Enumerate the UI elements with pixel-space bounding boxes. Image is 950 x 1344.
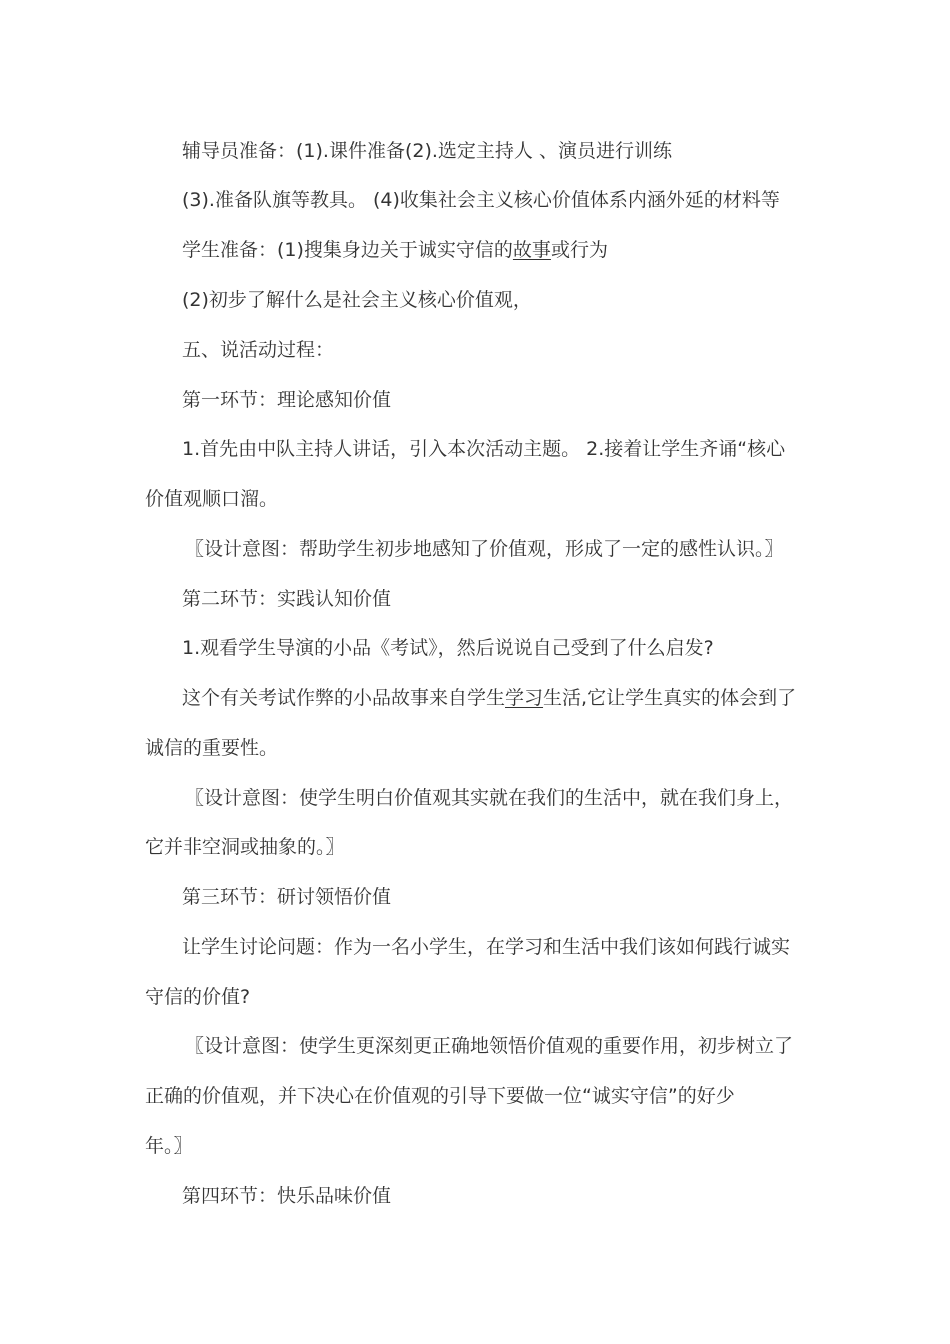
stage-heading-3: 第三环节：研讨领悟价值 xyxy=(182,886,392,908)
stage-heading-2: 第二环节：实践认知价值 xyxy=(182,588,392,610)
stage-heading-1: 第一环节：理论感知价值 xyxy=(182,389,392,411)
paragraph-stage-2: 1.观看学生导演的小品《考试》，然后说说自己受到了什么启发? xyxy=(182,637,714,659)
text-segment: 这个有关考试作弊的小品故事来自学生 xyxy=(182,687,506,709)
underlined-link[interactable]: 故事 xyxy=(512,239,551,261)
stage-heading-4: 第四环节：快乐品味价值 xyxy=(182,1185,392,1207)
design-intent-3-cont: 正确的价值观，并下决心在价值观的引导下要做一位“诚实守信”的好少 xyxy=(145,1085,735,1107)
paragraph-student-prep-2: (2)初步了解什么是社会主义核心价值观， xyxy=(182,289,532,311)
paragraph-stage-1-cont: 价值观顺口溜。 xyxy=(145,488,279,510)
text-segment: 学生准备：(1)搜集身边关于诚实守信的 xyxy=(182,239,513,261)
design-intent-2: 〖设计意图：使学生明白价值观其实就在我们的生活中，就在我们身上， xyxy=(185,787,794,809)
paragraph-stage-2b xyxy=(182,686,796,710)
paragraph-counselor-prep: 辅导员准备：(1).课件准备(2).选定主持人 、演员进行训练 xyxy=(182,140,672,162)
paragraph-stage-3: 让学生讨论问题：作为一名小学生，在学习和生活中我们该如何践行诚实 xyxy=(182,936,791,958)
text-segment: 或行为 xyxy=(550,239,608,261)
underlined-link[interactable]: 学习 xyxy=(505,687,544,709)
section-heading-process: 五、说活动过程： xyxy=(182,339,335,361)
paragraph-stage-1: 1.首先由中队主持人讲话，引入本次活动主题。 2.接着让学生齐诵“核心 xyxy=(182,438,786,460)
paragraph-counselor-prep-cont: (3).准备队旗等教具。 (4)收集社会主义核心价值体系内涵外延的材料等 xyxy=(182,189,780,211)
design-intent-3: 〖设计意图：使学生更深刻更正确地领悟价值观的重要作用，初步树立了 xyxy=(185,1035,794,1057)
paragraph-stage-2b-cont: 诚信的重要性。 xyxy=(145,737,279,759)
design-intent-2-cont: 它并非空洞或抽象的。〗 xyxy=(145,836,345,858)
design-intent-1: 〖设计意图：帮助学生初步地感知了价值观，形成了一定的感性认识。〗 xyxy=(185,538,784,560)
design-intent-3-end: 年。〗 xyxy=(145,1135,193,1157)
paragraph-student-prep xyxy=(182,238,608,262)
text-segment: 生活,它让学生真实的体会到了 xyxy=(543,687,797,709)
paragraph-stage-3-cont: 守信的价值? xyxy=(145,986,251,1008)
